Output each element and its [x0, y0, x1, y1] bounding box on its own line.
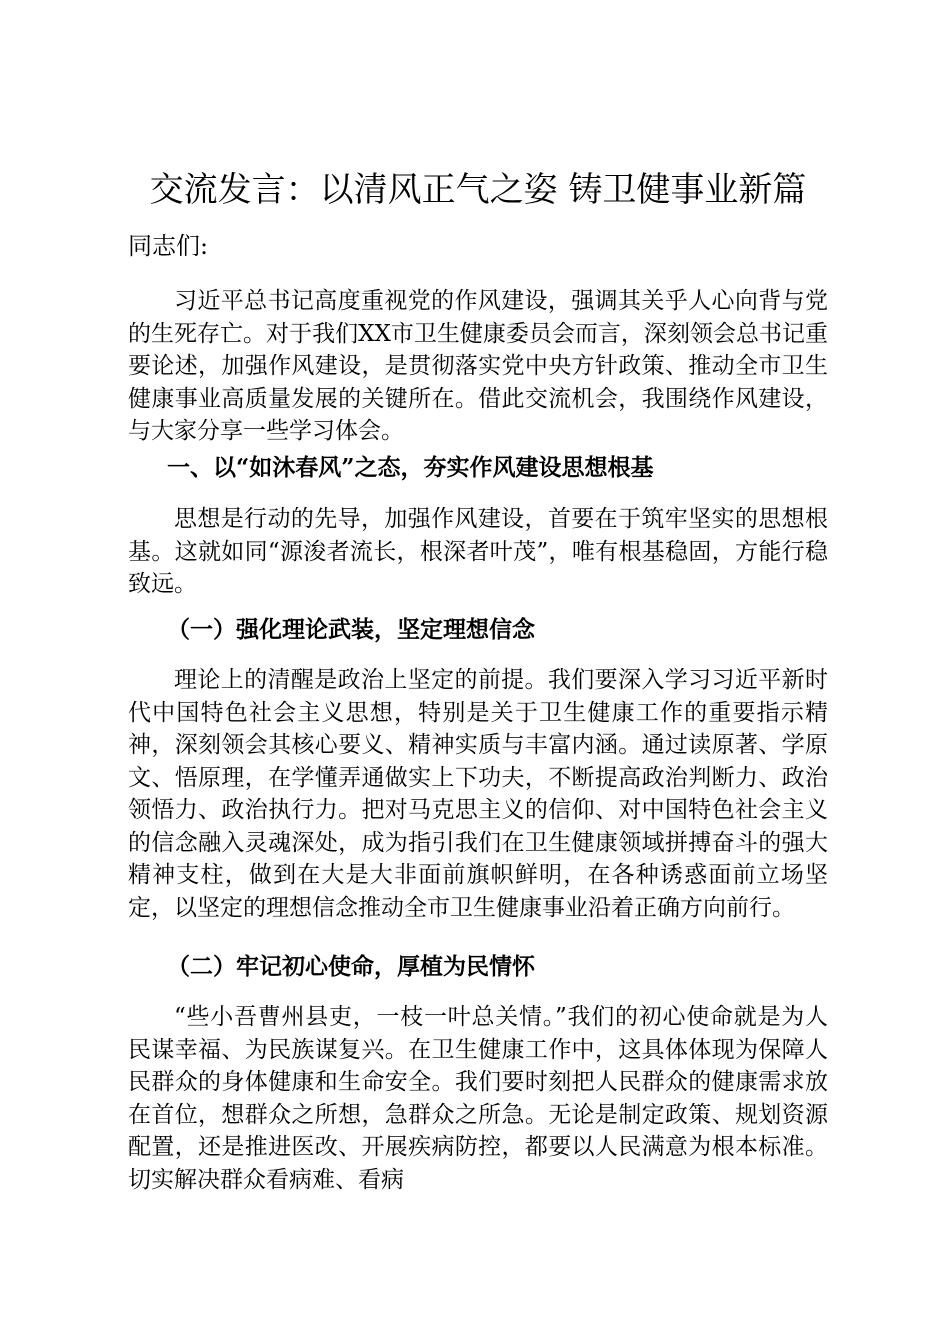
subsection-2-heading: （二）牢记初心使命，厚植为民情怀: [167, 953, 535, 980]
document-title: 交流发言：以清风正气之姿 铸卫健事业新篇: [149, 170, 807, 210]
subsection-2-paragraph: “些小吾曹州县吏，一枝一叶总关情。”我们的初心使命就是为人民谋幸福、为民族谋复兴。在卫生健康工作中，这具体体现为保障人民群众的身体健康和生命安全。我们要时刻把人民群众的健康需求放在首位，想群众之所想，急群众之所急。无论是制定政策、规划资源配置，还是推进医改、开展疾病防控，都要以人民满意为根本标准。切实解决群众看病难、看病: [128, 1004, 828, 1193]
subsection-1-paragraph: 理论上的清醒是政治上坚定的前提。我们要深入学习习近平新时代中国特色社会主义思想，特别是关于卫生健康工作的重要指示精神，深刻领会其核心要义、精神实质与丰富内涵。通过读原著、学原文、悟原理，在学懂弄通做实上下功夫，不断提高政治判断力、政治领悟力、政治执行力。把对马克思主义的信仰、对中国特色社会主义的信念融入灵魂深处，成为指引我们在卫生健康领域拼搏奋斗的强大精神支柱，做到在大是大非面前旗帜鲜明，在各种诱惑面前立场坚定，以坚定的理想信念推动全市卫生健康事业沿着正确方向前行。: [128, 667, 828, 921]
subsection-1-heading: （一）强化理论武装，坚定理想信念: [167, 616, 535, 643]
section-1-heading: 一、以“如沐春风”之态，夯实作风建设思想根基: [167, 454, 654, 481]
section-1-paragraph: 思想是行动的先导，加强作风建设，首要在于筑牢坚实的思想根基。这就如同“源浚者流长，根深者叶茂”，唯有根基稳固，方能行稳致远。: [128, 506, 828, 597]
salutation: 同志们:: [128, 232, 209, 260]
intro-paragraph: 习近平总书记高度重视党的作风建设，强调其关乎人心向背与党的生死存亡。对于我们XX市卫生健康委员会而言，深刻领会总书记重要论述，加强作风建设，是贯彻落实党中央方针政策、推动全市卫生健康事业高质量发展的关键所在。借此交流机会，我围绕作风建设，与大家分享一些学习体会。: [128, 288, 828, 444]
